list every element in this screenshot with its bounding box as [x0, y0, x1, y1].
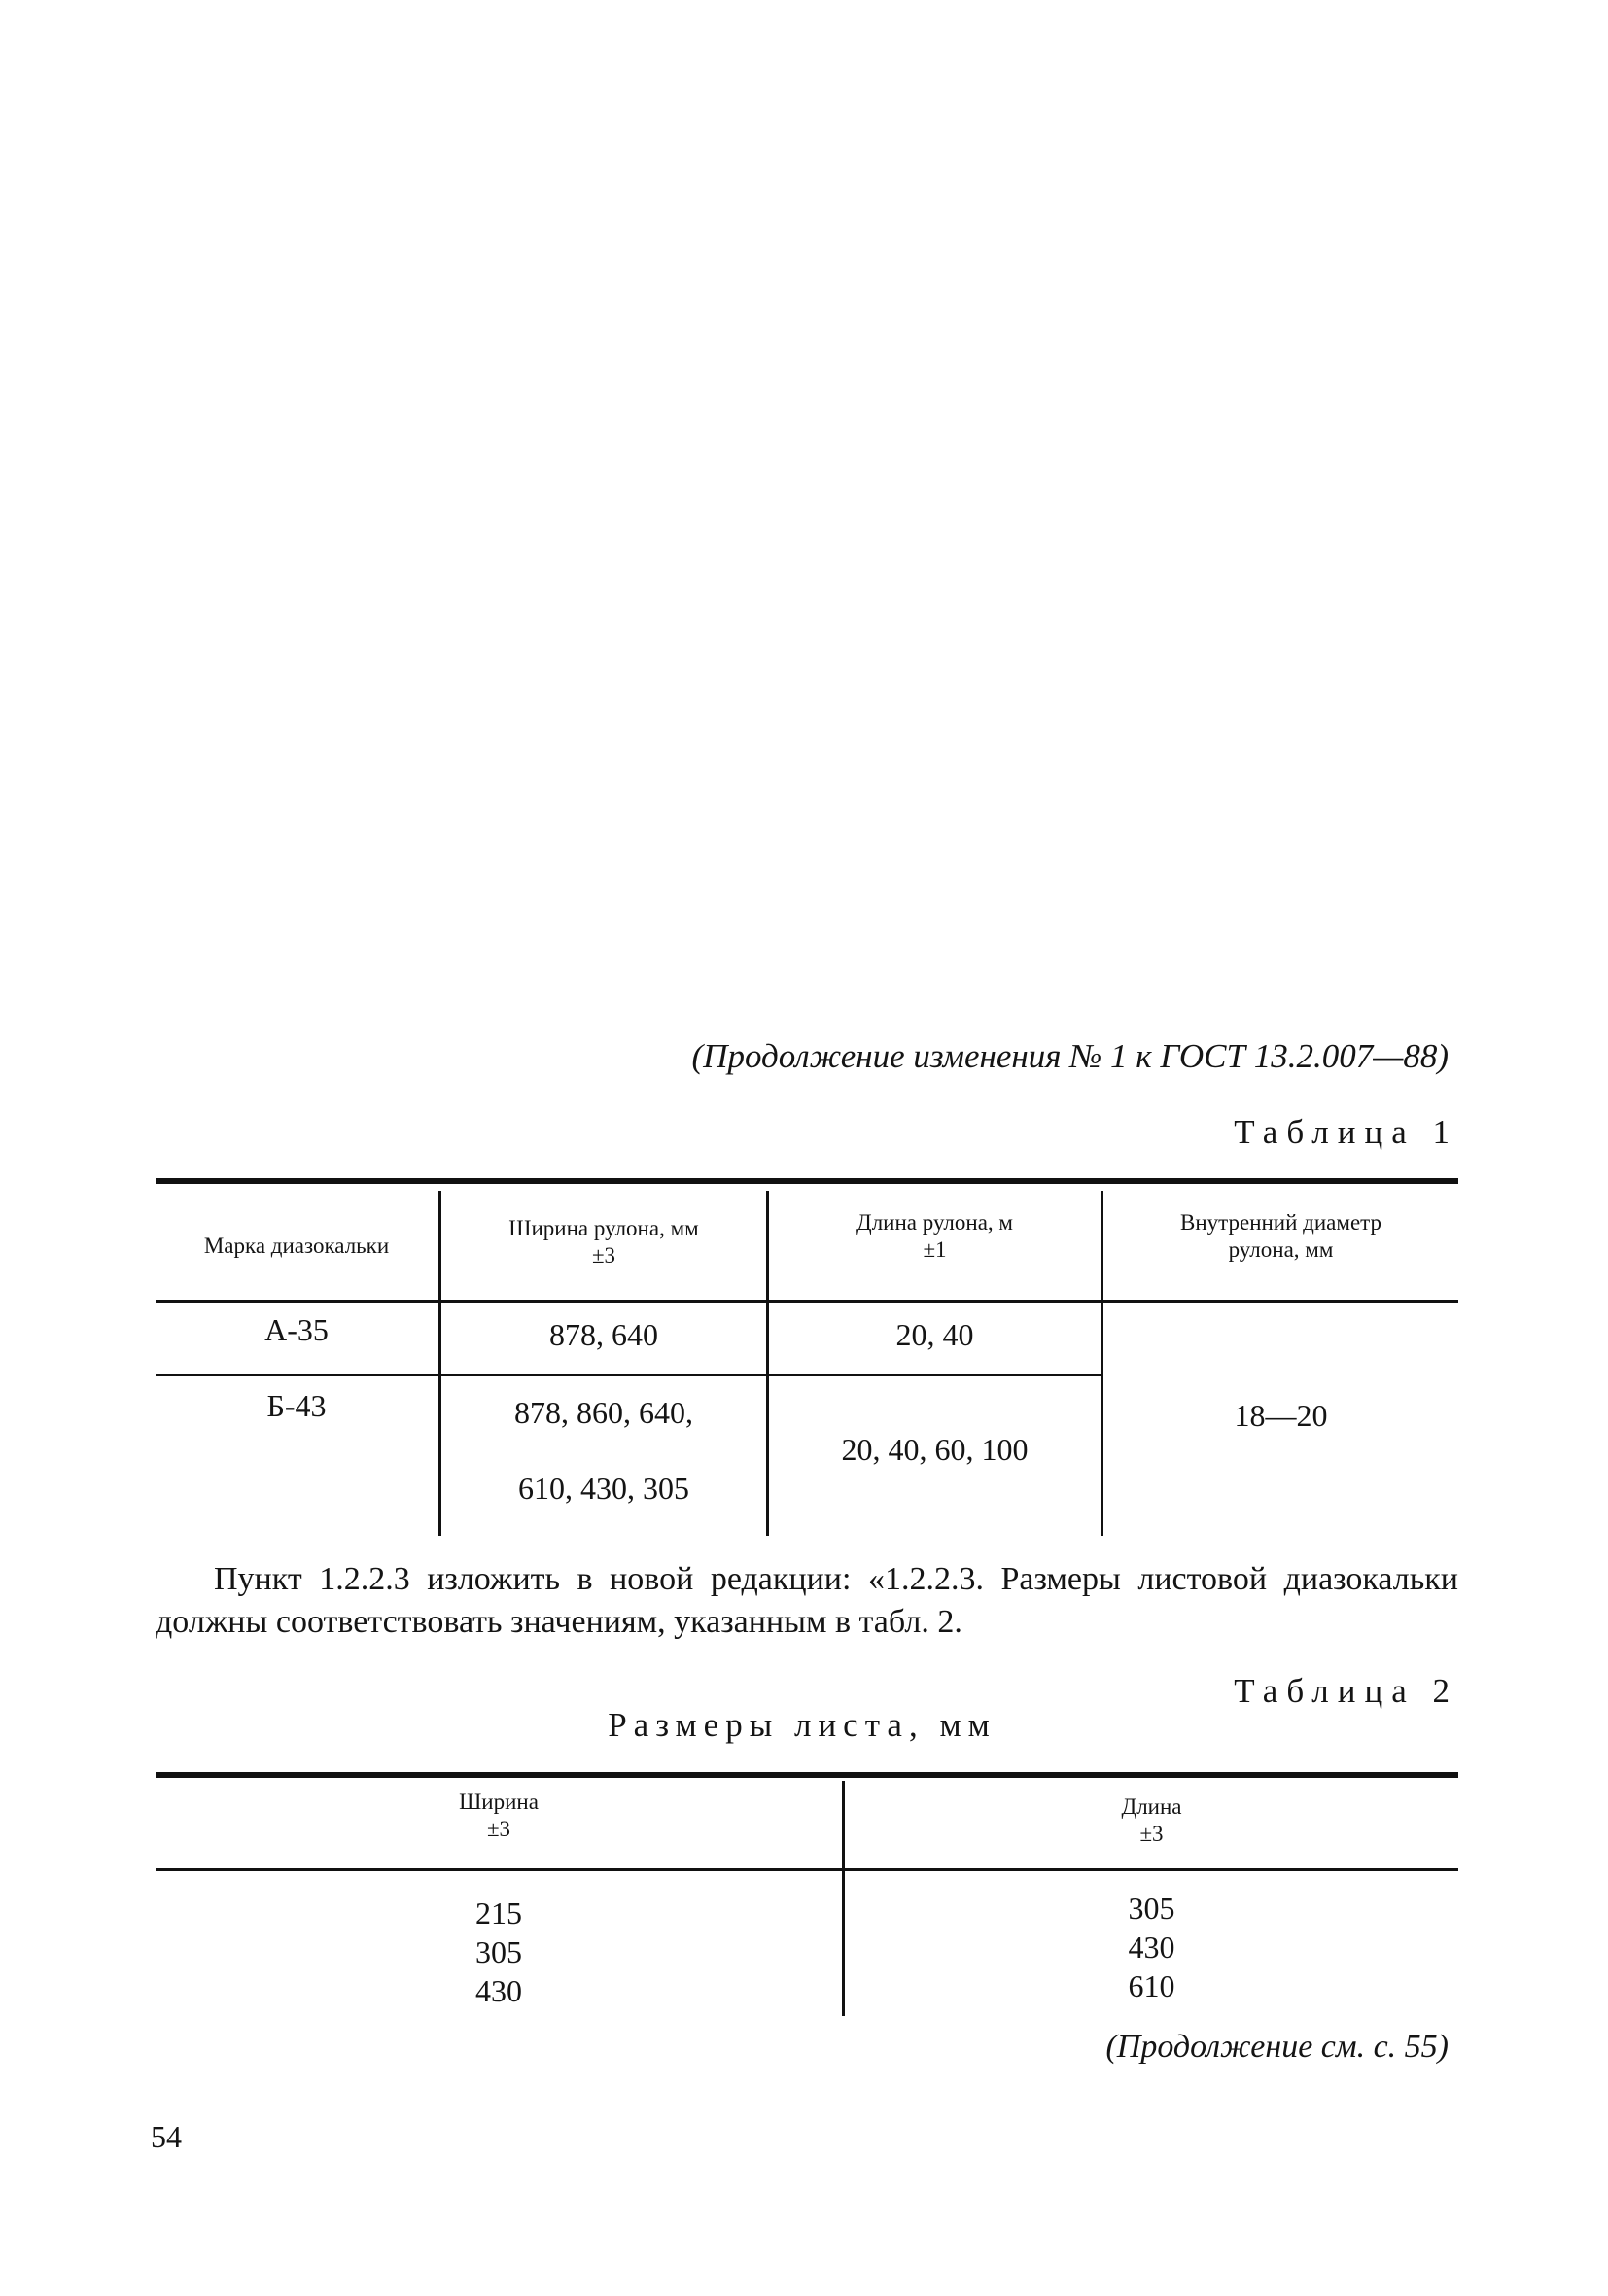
table-1-row-rule — [156, 1374, 1103, 1376]
table-2-header-width — [156, 1789, 842, 1843]
table-row-width: 878, 860, 640, — [514, 1395, 693, 1430]
table-1-header-grade — [156, 1233, 437, 1260]
table-2-width-cell: 430 — [475, 1973, 522, 2008]
table-2-header-length — [845, 1793, 1458, 1848]
table-1-diameter-value: 18—20 — [1234, 1398, 1328, 1433]
table-1-header-diameter — [1103, 1209, 1458, 1264]
table-2-length-cell: 430 — [1128, 1930, 1175, 1965]
header-length-text: Длина — [1121, 1794, 1182, 1819]
table-row-grade: Б-43 — [266, 1388, 327, 1423]
page-number: 54 — [151, 2119, 182, 2154]
header-width-text: Ширина рулона, мм — [508, 1216, 699, 1240]
table-2-subtitle: Размеры листа, мм — [608, 1706, 996, 1744]
header-diameter-text-2: рулона, мм — [1228, 1237, 1334, 1262]
continuation-footer: (Продолжение см. с. 55) — [1105, 2029, 1449, 2065]
header-grade-text: Марка диазокальки — [203, 1234, 390, 1258]
table-1-top-rule — [156, 1178, 1458, 1184]
table-2-length-cell: 610 — [1128, 1968, 1175, 2003]
table-row-width: 878, 640 — [549, 1317, 658, 1352]
table-row-length: 20, 40 — [895, 1317, 974, 1352]
header-length-tolerance: ±3 — [1139, 1822, 1164, 1846]
table-2-caption: Таблица 2 — [1234, 1672, 1458, 1710]
table-1-header-width — [441, 1215, 766, 1270]
header-length-tolerance: ±1 — [923, 1237, 947, 1262]
table-2-length-cell: 305 — [1128, 1891, 1175, 1926]
header-diameter-text: Внутренний диаметр — [1180, 1210, 1381, 1235]
header-length-text: Длина рулона, м — [856, 1210, 1013, 1235]
table-2-header-rule — [156, 1868, 1458, 1871]
table-2-top-rule — [156, 1772, 1458, 1778]
table-1-header-rule — [156, 1300, 1458, 1303]
table-2-width-cell: 305 — [475, 1934, 522, 1969]
table-row-length: 20, 40, 60, 100 — [841, 1432, 1029, 1467]
table-1-header-length — [769, 1209, 1101, 1264]
header-width-tolerance: ±3 — [591, 1243, 616, 1268]
header-width-text: Ширина — [459, 1790, 539, 1814]
table-1-caption: Таблица 1 — [1234, 1113, 1458, 1151]
continuation-header: (Продолжение изменения № 1 к ГОСТ 13.2.007—88) — [691, 1037, 1449, 1075]
amendment-paragraph — [156, 1558, 1458, 1644]
table-row-grade: А-35 — [264, 1312, 329, 1347]
table-2-width-cell: 215 — [475, 1896, 522, 1931]
header-width-tolerance: ±3 — [486, 1817, 511, 1841]
table-row-width-continued: 610, 430, 305 — [518, 1471, 689, 1506]
amendment-paragraph-text: Пункт 1.2.2.3 изложить в новой редакции: «1.2.2.3. Размеры листовой диазокальки должны соответствовать значениям, указанным в табл. 2. — [156, 1561, 1458, 1640]
